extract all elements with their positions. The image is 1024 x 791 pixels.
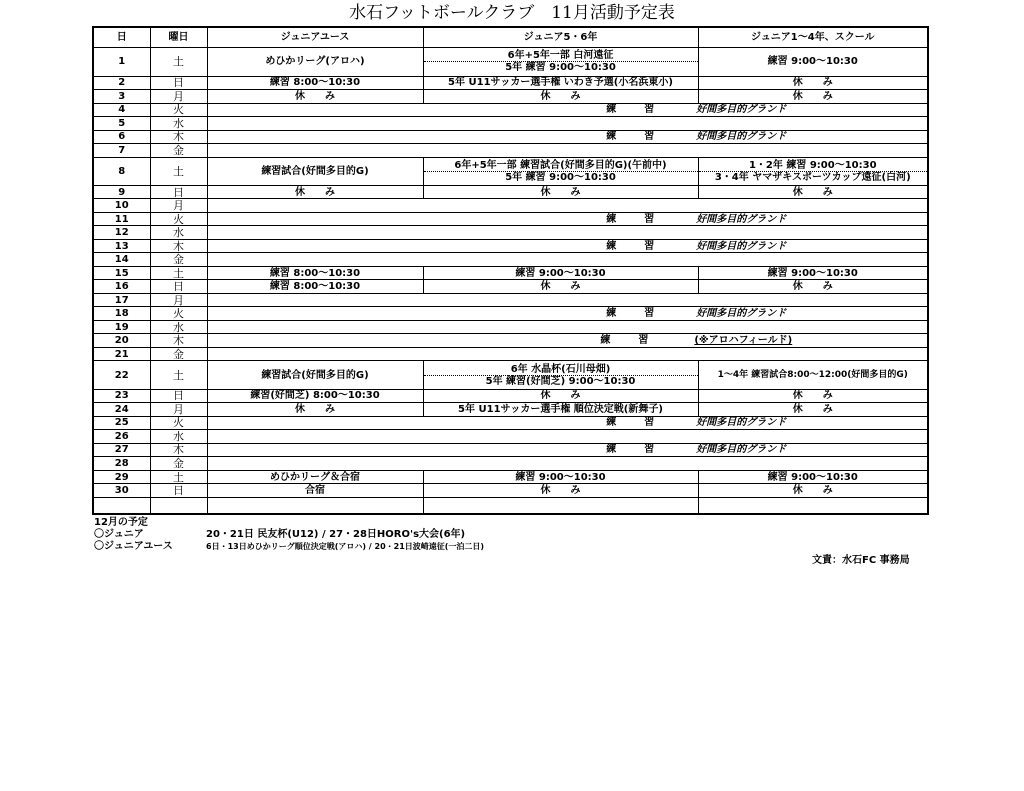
day-cell: 2 xyxy=(93,76,150,90)
weekday-cell: 日 xyxy=(150,280,207,294)
junior14-cell: 練習 9:00〜10:30 xyxy=(698,48,928,76)
day-cell: 28 xyxy=(93,457,150,471)
day-cell: 22 xyxy=(93,361,150,389)
practice-location: 好間多目的グランド xyxy=(696,308,787,320)
junior14-cell: 休 み xyxy=(698,90,928,104)
day-cell: 23 xyxy=(93,389,150,403)
junior56-cell: 5年 U11サッカー選手権 いわき予選(小名浜東小) xyxy=(423,76,698,90)
practice-cell xyxy=(207,212,928,226)
practice-label: 練 xyxy=(606,213,617,225)
junior56-cell: 休 み xyxy=(423,90,698,104)
empty-cell xyxy=(207,144,928,158)
junior56-line: 6年 水晶杯(石川母畑) xyxy=(424,364,698,376)
empty-cell xyxy=(207,320,928,334)
day-cell: 18 xyxy=(93,307,150,321)
junior56-cell: 練習 9:00〜10:30 xyxy=(423,266,698,280)
table-row xyxy=(93,157,928,185)
empty-cell xyxy=(93,497,150,514)
day-cell: 8 xyxy=(93,157,150,185)
junior14-line: 1・2年 練習 9:00〜10:30 xyxy=(699,160,928,172)
header-youth: ジュニアユース xyxy=(207,27,423,48)
table-row xyxy=(93,226,928,240)
weekday-cell: 水 xyxy=(150,226,207,240)
weekday-cell: 木 xyxy=(150,239,207,253)
empty-cell xyxy=(207,293,928,307)
header-junior56: ジュニア5・6年 xyxy=(423,27,698,48)
table-row xyxy=(93,430,928,444)
weekday-cell: 月 xyxy=(150,293,207,307)
youth-cell: 練習試合(好間多目的G) xyxy=(207,361,423,389)
junior14-cell: 練習 9:00〜10:30 xyxy=(698,266,928,280)
empty-cell xyxy=(207,226,928,240)
youth-cell: 練習 8:00〜10:30 xyxy=(207,280,423,294)
day-cell: 17 xyxy=(93,293,150,307)
table-row xyxy=(93,48,928,76)
table-row xyxy=(93,130,928,144)
practice-label: 習 xyxy=(644,131,655,143)
day-cell: 10 xyxy=(93,199,150,213)
practice-label: 習 xyxy=(644,213,655,225)
table-row xyxy=(93,144,928,158)
empty-cell xyxy=(207,430,928,444)
practice-label: 練 xyxy=(606,417,617,429)
empty-cell xyxy=(207,117,928,131)
weekday-cell: 月 xyxy=(150,403,207,417)
day-cell: 5 xyxy=(93,117,150,131)
notes-junior xyxy=(94,529,484,541)
day-cell: 26 xyxy=(93,430,150,444)
practice-cell xyxy=(207,103,928,117)
empty-cell xyxy=(207,199,928,213)
table-row xyxy=(93,334,928,348)
table-row xyxy=(93,239,928,253)
day-cell: 11 xyxy=(93,212,150,226)
youth-cell: 休 み xyxy=(207,90,423,104)
youth-cell: 練習 8:00〜10:30 xyxy=(207,76,423,90)
practice-location: 好間多目的グランド xyxy=(696,104,787,116)
youth-cell: 練習(好間芝) 8:00〜10:30 xyxy=(207,389,423,403)
empty-cell xyxy=(207,253,928,267)
practice-label: 練 xyxy=(606,444,617,456)
table-row xyxy=(93,90,928,104)
schedule-table xyxy=(92,26,929,515)
practice-location: 好間多目的グランド xyxy=(696,240,787,252)
youth-cell: めひかリーグ＆合宿 xyxy=(207,470,423,484)
day-cell: 7 xyxy=(93,144,150,158)
table-row xyxy=(93,416,928,430)
practice-label: 習 xyxy=(638,335,649,347)
notes-junior-label: 〇ジュニア xyxy=(94,529,144,540)
practice-label: 練 xyxy=(606,308,617,320)
youth-cell: めひかリーグ(アロハ) xyxy=(207,48,423,76)
weekday-cell: 土 xyxy=(150,470,207,484)
day-cell: 3 xyxy=(93,90,150,104)
table-row xyxy=(93,443,928,457)
header-junior14: ジュニア1〜4年、スクール xyxy=(698,27,928,48)
practice-cell xyxy=(207,416,928,430)
weekday-cell: 土 xyxy=(150,361,207,389)
practice-label: 練 xyxy=(606,131,617,143)
table-row xyxy=(93,76,928,90)
weekday-cell: 土 xyxy=(150,48,207,76)
table-row xyxy=(93,253,928,267)
december-notes xyxy=(94,517,484,553)
junior14-cell: 1〜4年 練習試合8:00〜12:00(好間多目的G) xyxy=(698,361,928,389)
practice-location: (※アロハフィールド) xyxy=(694,335,793,347)
day-cell: 1 xyxy=(93,48,150,76)
table-row xyxy=(93,280,928,294)
table-row xyxy=(93,320,928,334)
table-row xyxy=(93,470,928,484)
weekday-cell: 金 xyxy=(150,347,207,361)
practice-cell xyxy=(207,307,928,321)
weekday-cell: 金 xyxy=(150,457,207,471)
junior14-cell: 休 み xyxy=(698,403,928,417)
table-row xyxy=(93,497,928,514)
weekday-cell: 日 xyxy=(150,185,207,199)
junior56-cell: 休 み xyxy=(423,280,698,294)
weekday-cell: 土 xyxy=(150,266,207,280)
weekday-cell: 火 xyxy=(150,212,207,226)
weekday-cell: 金 xyxy=(150,253,207,267)
weekday-cell: 金 xyxy=(150,144,207,158)
junior14-cell: 休 み xyxy=(698,389,928,403)
weekday-cell: 火 xyxy=(150,103,207,117)
day-cell: 15 xyxy=(93,266,150,280)
junior56-line: 5年 練習(好間芝) 9:00〜10:30 xyxy=(485,375,636,387)
page-title: 水石フットボールクラブ 11月活動予定表 xyxy=(349,3,675,23)
practice-location: 好間多目的グランド xyxy=(696,131,787,143)
empty-cell xyxy=(698,497,928,514)
weekday-cell: 火 xyxy=(150,416,207,430)
weekday-cell: 木 xyxy=(150,334,207,348)
notes-youth-label: 〇ジュニアユース xyxy=(94,541,173,552)
day-cell: 4 xyxy=(93,103,150,117)
junior56-cell: 休 み xyxy=(423,389,698,403)
junior56-cell: 休 み xyxy=(423,484,698,498)
junior14-cell xyxy=(698,157,928,185)
weekday-cell: 月 xyxy=(150,199,207,213)
junior56-line: 5年 練習 9:00〜10:30 xyxy=(505,171,616,183)
practice-location: 好間多目的グランド xyxy=(696,213,787,225)
youth-cell: 練習試合(好間多目的G) xyxy=(207,157,423,185)
header-row xyxy=(93,27,928,48)
practice-label: 練 xyxy=(606,104,617,116)
day-cell: 29 xyxy=(93,470,150,484)
header-weekday: 曜日 xyxy=(150,27,207,48)
day-cell: 12 xyxy=(93,226,150,240)
junior56-line: 6年+5年一部 白河遠征 xyxy=(424,50,698,62)
day-cell: 6 xyxy=(93,130,150,144)
table-row xyxy=(93,403,928,417)
notes-heading: 12月の予定 xyxy=(94,517,148,528)
weekday-cell: 木 xyxy=(150,130,207,144)
junior14-cell: 休 み xyxy=(698,484,928,498)
youth-cell: 練習 8:00〜10:30 xyxy=(207,266,423,280)
empty-cell xyxy=(207,347,928,361)
table-row xyxy=(93,199,928,213)
weekday-cell: 日 xyxy=(150,76,207,90)
day-cell: 27 xyxy=(93,443,150,457)
weekday-cell: 土 xyxy=(150,157,207,185)
junior14-line: 3・4年 ヤマザキスポーツカップ遠征(白河) xyxy=(714,171,911,183)
weekday-cell: 水 xyxy=(150,320,207,334)
weekday-cell: 日 xyxy=(150,484,207,498)
header-day: 日 xyxy=(93,27,150,48)
day-cell: 13 xyxy=(93,239,150,253)
practice-cell xyxy=(207,334,928,348)
notes-youth-text: 6日・13日めひかリーグ順位決定戦(アロハ) / 20・21日波崎遠征(一泊二日) xyxy=(206,542,485,551)
empty-cell xyxy=(207,457,928,471)
youth-cell: 休 み xyxy=(207,403,423,417)
empty-cell xyxy=(423,497,698,514)
junior56-cell xyxy=(423,361,698,389)
author-note: 文責：水石FC 事務局 xyxy=(812,555,910,566)
junior56-line: 6年+5年一部 練習試合(好間多目的G)(午前中) xyxy=(424,160,698,172)
practice-label: 習 xyxy=(644,308,655,320)
practice-cell xyxy=(207,239,928,253)
table-row xyxy=(93,307,928,321)
table-row xyxy=(93,361,928,389)
table-row xyxy=(93,389,928,403)
table-row xyxy=(93,117,928,131)
weekday-cell: 火 xyxy=(150,307,207,321)
day-cell: 9 xyxy=(93,185,150,199)
table-row xyxy=(93,347,928,361)
junior14-cell: 休 み xyxy=(698,185,928,199)
junior14-cell: 休 み xyxy=(698,280,928,294)
junior56-cell: 休 み xyxy=(423,185,698,199)
table-row xyxy=(93,484,928,498)
junior56-line: 5年 練習 9:00〜10:30 xyxy=(505,62,616,74)
junior14-cell: 休 み xyxy=(698,76,928,90)
weekday-cell: 日 xyxy=(150,389,207,403)
day-cell: 19 xyxy=(93,320,150,334)
practice-location: 好間多目的グランド xyxy=(696,417,787,429)
day-cell: 20 xyxy=(93,334,150,348)
junior56-cell: 練習 9:00〜10:30 xyxy=(423,470,698,484)
youth-cell: 休 み xyxy=(207,185,423,199)
junior14-cell: 練習 9:00〜10:30 xyxy=(698,470,928,484)
table-row xyxy=(93,212,928,226)
table-row xyxy=(93,293,928,307)
day-cell: 14 xyxy=(93,253,150,267)
weekday-cell: 木 xyxy=(150,443,207,457)
notes-youth xyxy=(94,541,484,553)
day-cell: 25 xyxy=(93,416,150,430)
day-cell: 21 xyxy=(93,347,150,361)
practice-cell xyxy=(207,130,928,144)
table-row xyxy=(93,103,928,117)
weekday-cell: 水 xyxy=(150,117,207,131)
practice-label: 練 xyxy=(600,335,611,347)
table-row xyxy=(93,185,928,199)
youth-cell: 合宿 xyxy=(207,484,423,498)
day-cell: 16 xyxy=(93,280,150,294)
empty-cell xyxy=(207,497,423,514)
day-cell: 24 xyxy=(93,403,150,417)
junior56-cell: 5年 U11サッカー選手権 順位決定戦(新舞子) xyxy=(423,403,698,417)
practice-location: 好間多目的グランド xyxy=(696,444,787,456)
day-cell: 30 xyxy=(93,484,150,498)
junior56-cell xyxy=(423,157,698,185)
table-row xyxy=(93,266,928,280)
practice-label: 練 xyxy=(606,240,617,252)
junior56-cell xyxy=(423,48,698,76)
weekday-cell: 水 xyxy=(150,430,207,444)
notes-junior-text: 20・21日 民友杯(U12) / 27・28日HORO's大会(6年) xyxy=(206,529,466,540)
weekday-cell: 月 xyxy=(150,90,207,104)
empty-cell xyxy=(150,497,207,514)
practice-cell xyxy=(207,443,928,457)
practice-label: 習 xyxy=(644,444,655,456)
practice-label: 習 xyxy=(644,104,655,116)
practice-label: 習 xyxy=(644,240,655,252)
practice-label: 習 xyxy=(644,417,655,429)
table-row xyxy=(93,457,928,471)
